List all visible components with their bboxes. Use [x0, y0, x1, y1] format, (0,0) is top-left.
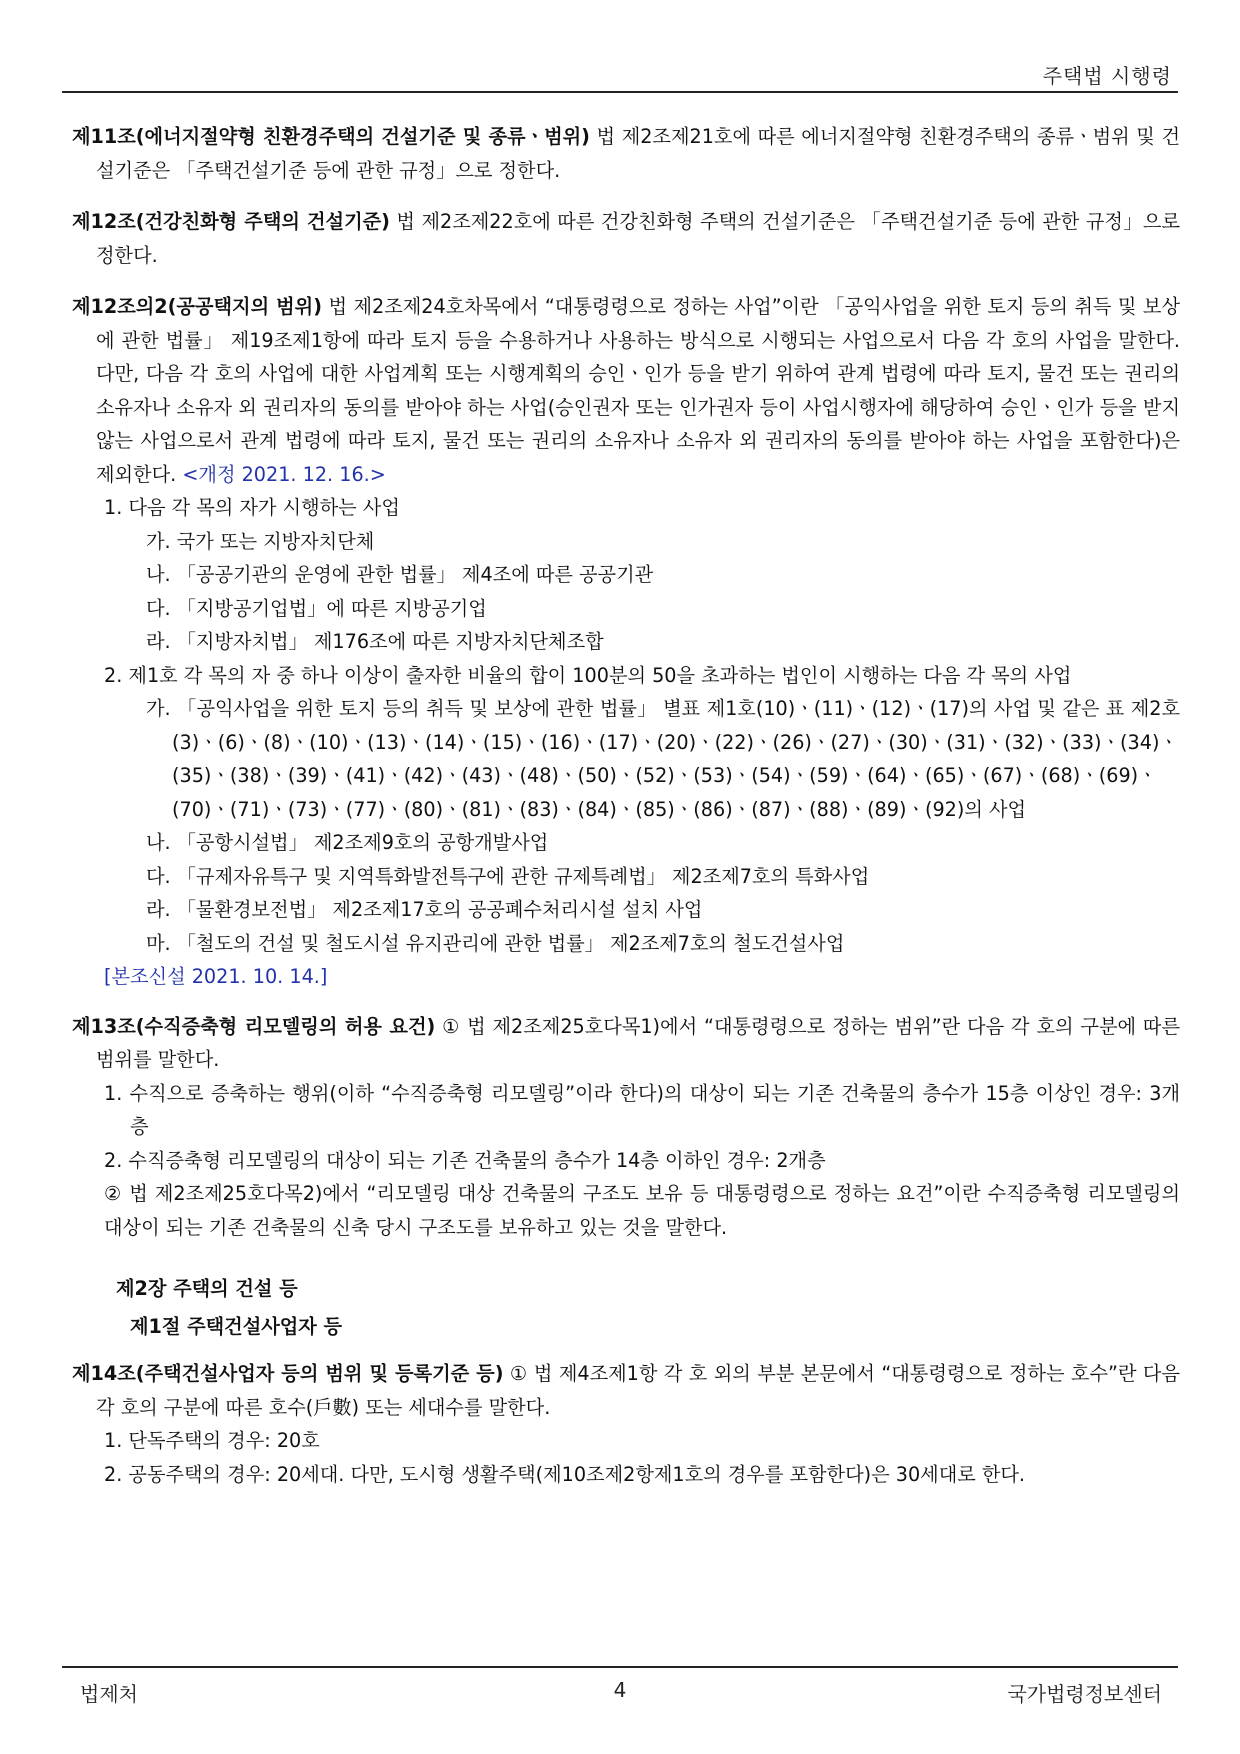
- document-body: [72, 120, 1180, 1491]
- list-item: 2. 공동주택의 경우: 20세대. 다만, 도시형 생활주택(제10조제2항제1호의 경우를 포함한다)은 30세대로 한다.: [104, 1462, 1026, 1486]
- article-11-title: 제11조(에너지절약형 친환경주택의 건설기준 및 종류ㆍ범위): [72, 125, 590, 148]
- list-item: 2. 제1호 각 목의 자 중 하나 이상이 출자한 비율의 합이 100분의 50을 초과하는 법인이 시행하는 다음 각 목의 사업: [104, 663, 1072, 687]
- list-item: 가. 국가 또는 지방자치단체: [146, 529, 375, 553]
- article-14-main: [72, 1357, 1180, 1424]
- list-item: 나. 「공공기관의 운영에 관한 법률」 제4조에 따른 공공기관: [146, 563, 654, 586]
- list-item: 2. 수직증축형 리모델링의 대상이 되는 기존 건축물의 층수가 14층 이하인 경우: 2개층: [104, 1148, 826, 1172]
- footer-publisher: 법제처: [80, 1682, 138, 1706]
- list-item: 1. 다음 각 목의 자가 시행하는 사업: [104, 496, 400, 519]
- article-12-2-title: 제12조의2(공공택지의 범위): [72, 295, 322, 318]
- header-divider: [62, 91, 1178, 93]
- new-article-note: [본조신설 2021. 10. 14.]: [104, 965, 328, 988]
- section-heading: 제1절 주택건설사업자 등: [130, 1314, 343, 1338]
- article-11: [72, 120, 1180, 187]
- article-13: [72, 1010, 1180, 1245]
- footer-divider: [62, 1666, 1178, 1668]
- list-item: 나. 「공항시설법」 제2조제9호의 공항개발사업: [146, 831, 549, 854]
- list-item: 가. 「공익사업을 위한 토지 등의 취득 및 보상에 관한 법률」 별표 제1호(10)ㆍ(11)ㆍ(12)ㆍ(17)의 사업 및 같은 표 제2호(3)ㆍ(6)ㆍ(8)ㆍ(10)ㆍ(13)ㆍ(14)ㆍ(15)ㆍ(16)ㆍ(17)ㆍ(20)ㆍ(22)ㆍ(26)ㆍ(27)ㆍ(30)ㆍ(31)ㆍ(32)ㆍ(33)ㆍ(34)ㆍ(35)ㆍ(38)ㆍ(39)ㆍ(41)ㆍ(42)ㆍ(43)ㆍ(48)ㆍ(50)ㆍ(52)ㆍ(53)ㆍ(54)ㆍ(59)ㆍ(64)ㆍ(65)ㆍ(67)ㆍ(68)ㆍ(69)ㆍ(70)ㆍ(71)ㆍ(73)ㆍ(77)ㆍ(80)ㆍ(81)ㆍ(83)ㆍ(84)ㆍ(85)ㆍ(86)ㆍ(87)ㆍ(88)ㆍ(89)ㆍ(92)의 사업: [146, 697, 1180, 821]
- article-11-body: 법 제2조제21호에 따른 에너지절약형 친환경주택의 종류ㆍ범위 및 건설기준은 「주택건설기준 등에 관한 규정」으로 정한다.: [96, 125, 1180, 182]
- article-13-paragraph-2: ② 법 제2조제25호다목2)에서 “리모델링 대상 건축물의 구조도 보유 등 대통령령으로 정하는 요건”이란 수직증축형 리모델링의 대상이 되는 기존 건축물의 신축 당시 구조도를 보유하고 있는 것을 말한다.: [104, 1182, 1180, 1239]
- article-12-2-body: 법 제2조제24호차목에서 “대통령령으로 정하는 사업”이란 「공익사업을 위한 토지 등의 취득 및 보상에 관한 법률」 제19조제1항에 따라 토지 등을 수용하거나 사용하는 방식으로 시행되는 사업으로서 다음 각 호의 사업을 말한다. 다만, 다음 각 호의 사업에 대한 사업계획 또는 시행계획의 승인ㆍ인가 등을 받기 위하여 관계 법령에 따라 토지, 물건 또는 권리의 소유자나 소유자 외 권리자의 동의를 받아야 하는 사업(승인권자 또는 인가권자 등이 사업시행자에 해당하여 승인ㆍ인가 등을 받지 않는 사업으로서 관계 법령에 따라 토지, 물건 또는 권리의 소유자나 소유자 외 권리자의 동의를 받아야 하는 사업을 포함한다)은 제외한다.: [96, 295, 1181, 486]
- article-14: [72, 1357, 1180, 1491]
- article-14-body: ① 법 제4조제1항 각 호 외의 부분 본문에서 “대통령령으로 정하는 호수”란 다음 각 호의 구분에 따른 호수(戶數) 또는 세대수를 말한다.: [96, 1362, 1180, 1419]
- list-item: 라. 「물환경보전법」 제2조제17호의 공공폐수처리시설 설치 사업: [146, 898, 703, 921]
- article-12-2-main: [72, 290, 1180, 491]
- article-12: [72, 205, 1180, 272]
- chapter-heading: 제2장 주택의 건설 등: [116, 1277, 298, 1300]
- article-13-title: 제13조(수직증축형 리모델링의 허용 요건): [72, 1014, 436, 1038]
- list-item: 1. 수직으로 증축하는 행위(이하 “수직증축형 리모델링”이라 한다)의 대상이 되는 기존 건축물의 층수가 15층 이상인 경우: 3개층: [104, 1081, 1180, 1138]
- amendment-note: <개정 2021. 12. 16.>: [182, 462, 386, 486]
- article-14-title: 제14조(주택건설사업자 등의 범위 및 등록기준 등): [72, 1362, 504, 1385]
- list-item: 마. 「철도의 건설 및 철도시설 유지관리에 관한 법률」 제2조제7호의 철도건설사업: [146, 931, 845, 955]
- list-item: 다. 「지방공기업법」에 따른 지방공기업: [146, 596, 487, 620]
- article-12-2: [72, 290, 1180, 994]
- article-13-body: ① 법 제2조제25호다목1)에서 “대통령령으로 정하는 범위”란 다음 각 호의 구분에 따른 범위를 말한다.: [96, 1014, 1181, 1071]
- footer-source: 국가법령정보센터: [1007, 1682, 1162, 1706]
- article-12-body: 법 제2조제22호에 따른 건강친화형 주택의 건설기준은 「주택건설기준 등에 관한 규정」으로 정한다.: [96, 210, 1181, 267]
- list-item: 라. 「지방자치법」 제176조에 따른 지방자치단체조합: [146, 630, 604, 653]
- document-title: 주택법 시행령: [1042, 64, 1172, 88]
- page-number: 4: [613, 1678, 627, 1702]
- list-item: 1. 단독주택의 경우: 20호: [104, 1429, 320, 1452]
- article-12-title: 제12조(건강친화형 주택의 건설기준): [72, 210, 390, 233]
- list-item: 다. 「규제자유특구 및 지역특화발전특구에 관한 규제특례법」 제2조제7호의 특화사업: [146, 864, 870, 888]
- article-13-main: [72, 1010, 1180, 1077]
